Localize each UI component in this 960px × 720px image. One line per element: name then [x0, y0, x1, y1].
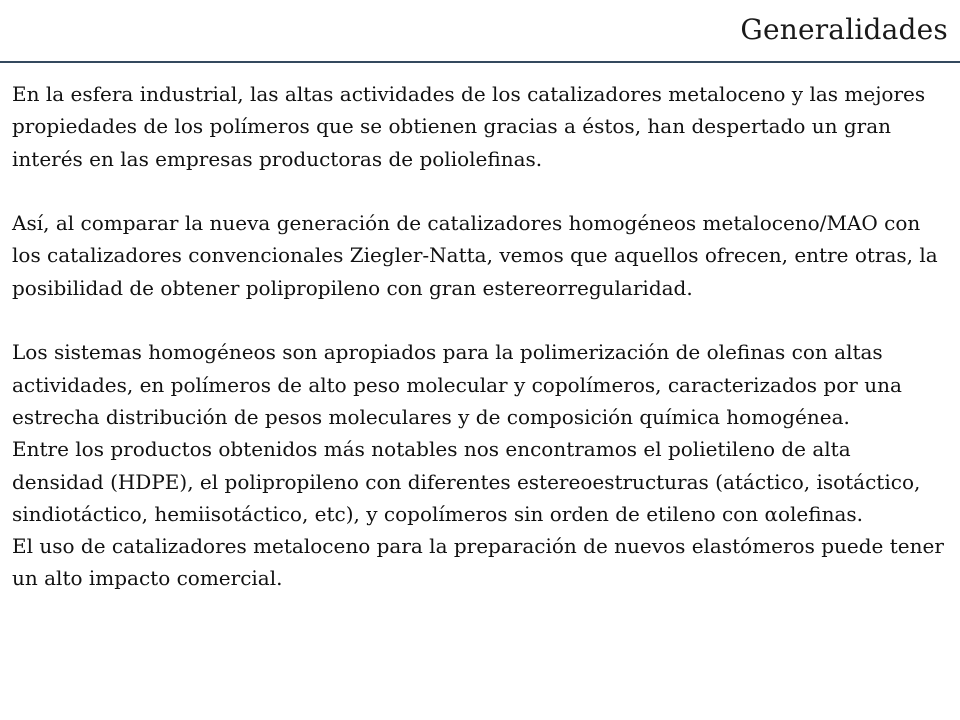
- slide-title: Generalidades: [740, 13, 948, 46]
- title-divider: [0, 61, 960, 63]
- paragraph-spacer: [12, 304, 948, 336]
- paragraph-metallocene-comparison: Así, al comparar la nueva generación de catalizadores homogéneos metaloceno/MAO con los catalizadores convencionales Ziegler-Natta, vemos que aquellos ofrecen, entre otras, la posibilidad de obtener polipropileno con gran estereorregularidad.: [12, 211, 938, 300]
- slide-body: [12, 78, 948, 595]
- paragraph-industrial-interest: En la esfera industrial, las altas actividades de los catalizadores metaloceno y las mejores propiedades de los polímeros que se obtienen gracias a éstos, han despertado un gran interés en las empresas productoras de poliolefinas.: [12, 82, 926, 171]
- paragraph-spacer: [12, 175, 948, 207]
- paragraph-elastomers: El uso de catalizadores metaloceno para la preparación de nuevos elastómeros puede tener un alto impacto comercial.: [12, 534, 944, 591]
- paragraph-notable-products: Entre los productos obtenidos más notables nos encontramos el polietileno de alta densidad (HDPE), el polipropileno con diferentes estereoestructuras (atáctico, isotáctico, sindiotáctico, hemiisotáctico, etc), y copolímeros sin orden de etileno con αolefinas.: [12, 437, 921, 526]
- paragraph-homogeneous-systems: Los sistemas homogéneos son apropiados para la polimerización de olefinas con altas actividades, en polímeros de alto peso molecular y copolímeros, caracterizados por una estrecha distribución de pesos moleculares y de composición química homogénea.: [12, 340, 902, 429]
